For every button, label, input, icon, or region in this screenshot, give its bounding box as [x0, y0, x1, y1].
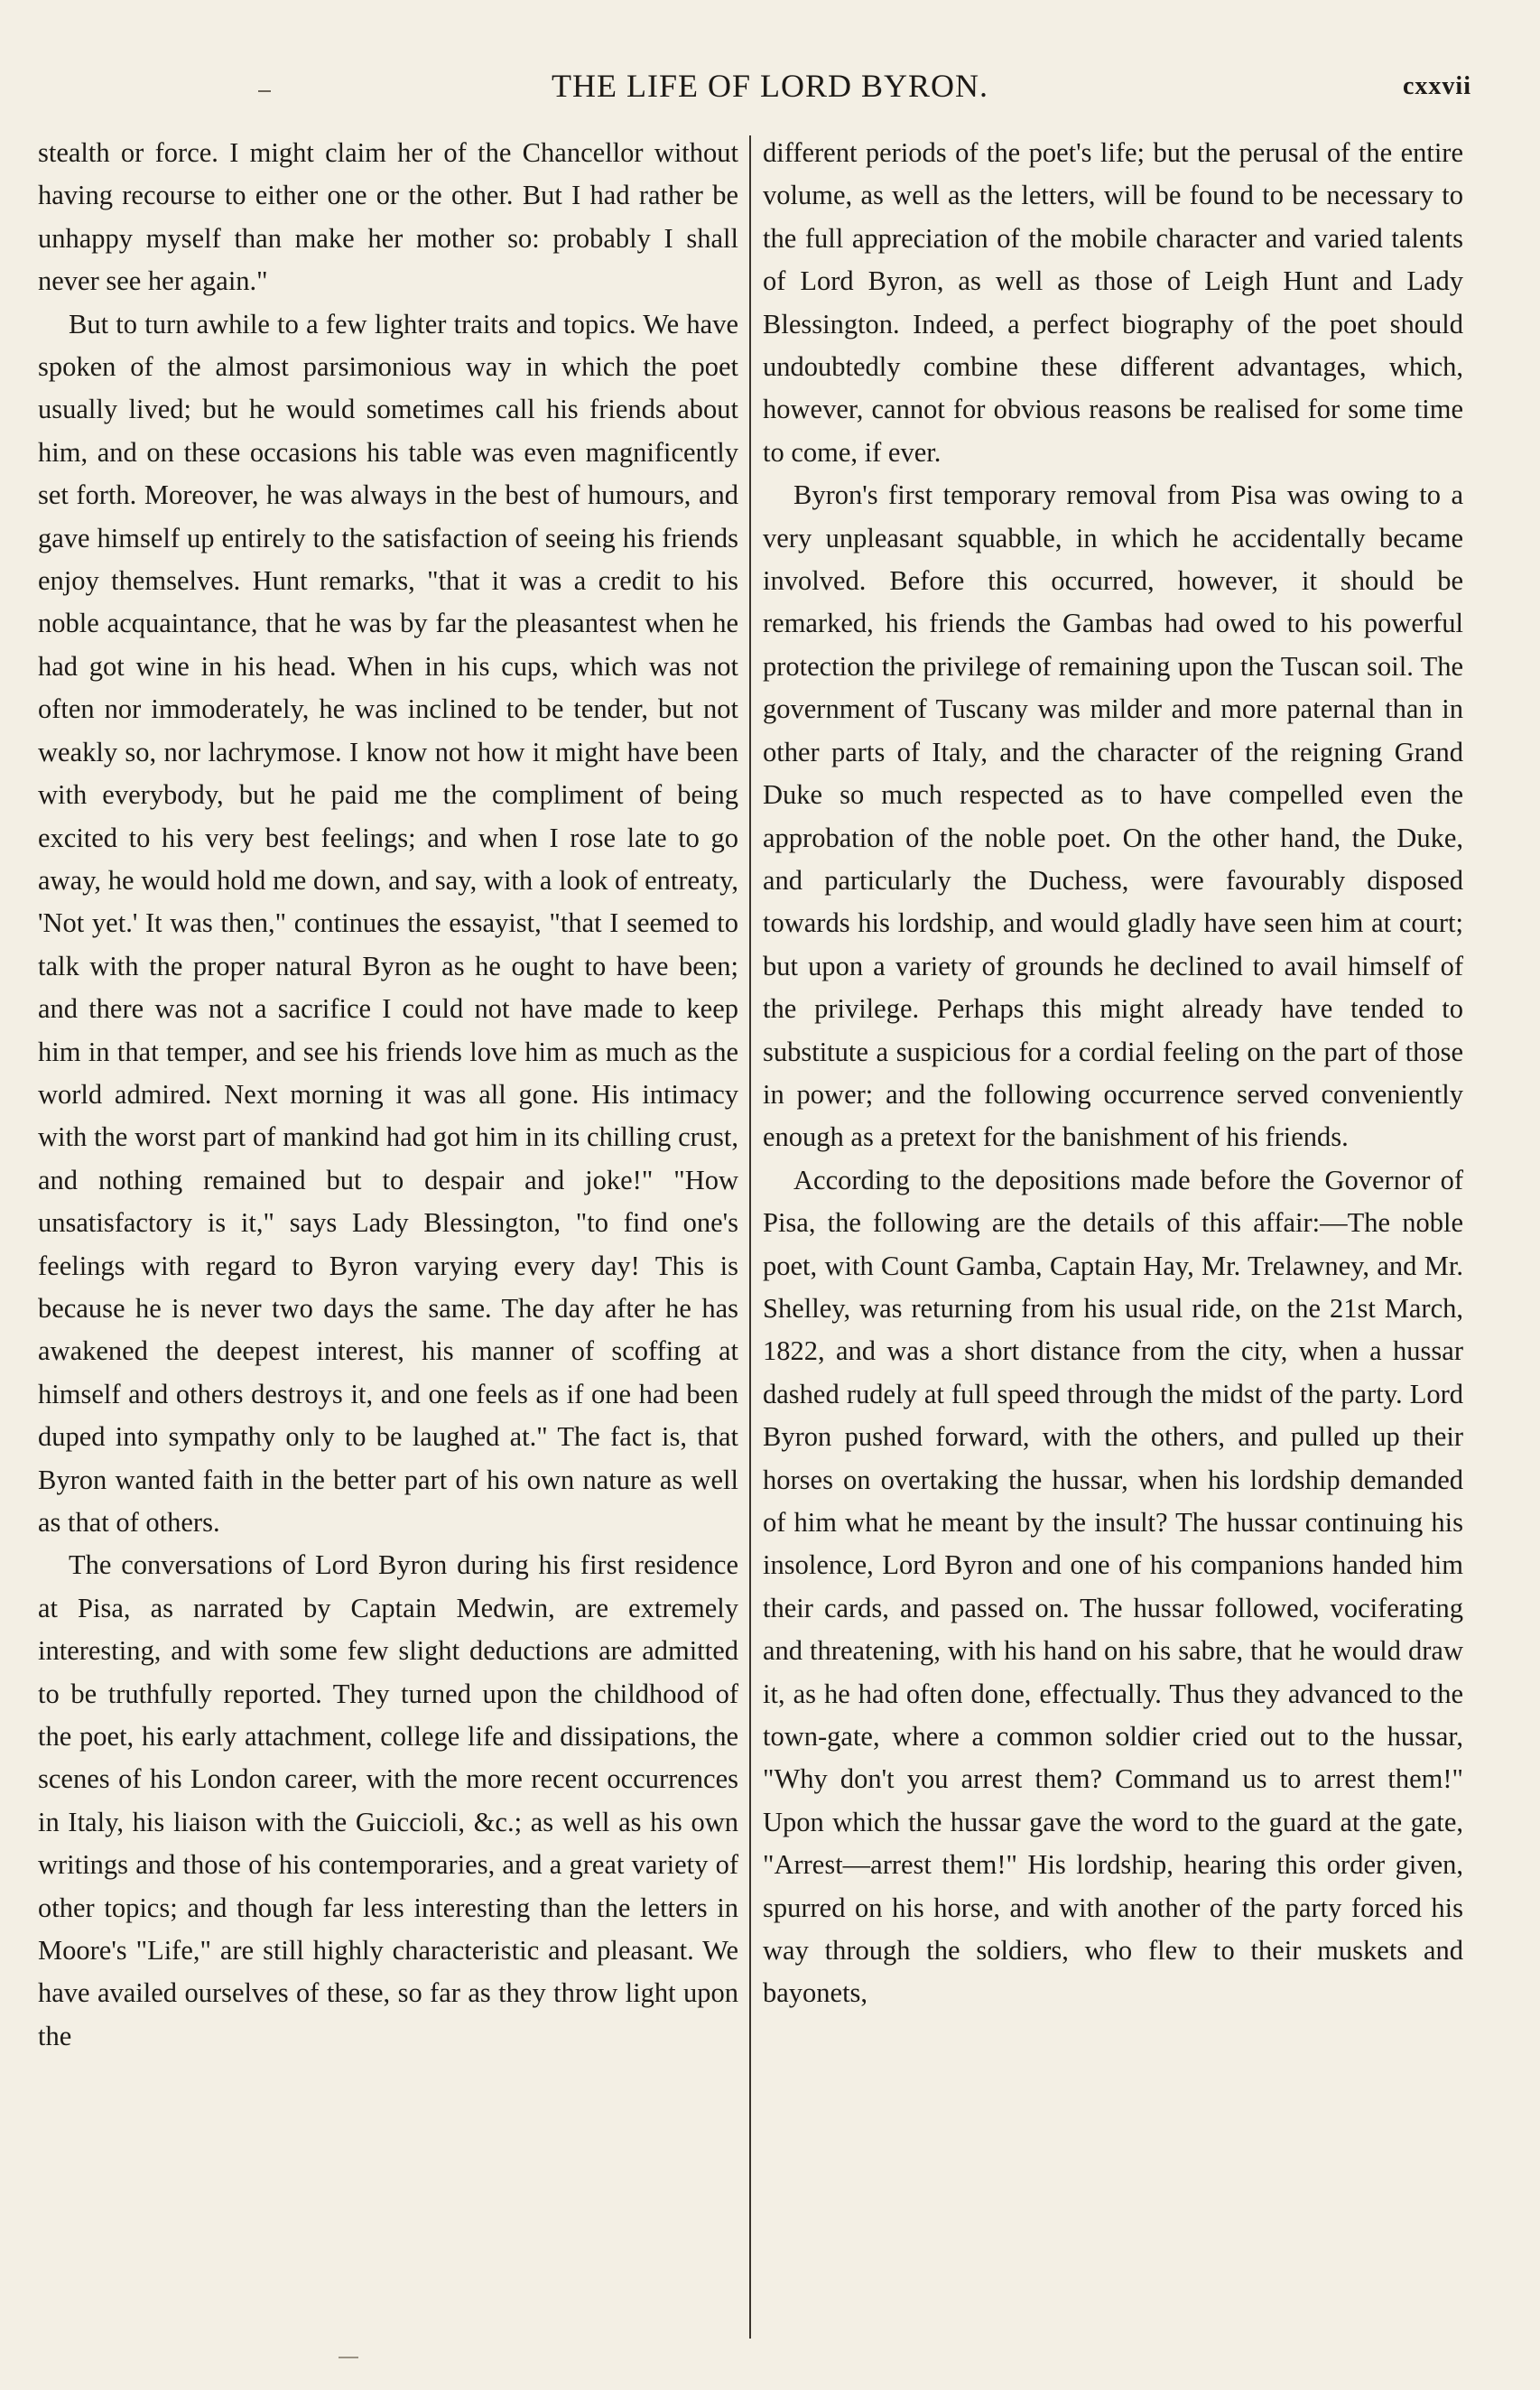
footer-mark — [339, 2357, 358, 2358]
page-number: cxxvii — [1403, 72, 1471, 100]
running-title: THE LIFE OF LORD BYRON. — [551, 68, 988, 104]
left-column — [38, 132, 738, 2326]
right-column — [763, 132, 1463, 2326]
page-header — [0, 67, 1540, 121]
paragraph: different periods of the poet's life; but the perusal of the entire volume, as well as the letters, will be found to be necessary to the full appreciation of the mobile character and varied talents of Lord Byron, as well as those of Leigh Hunt and Lady Blessington. Indeed, a perfect biography of the poet should undoubtedly combine these different advantages, which, however, cannot for obvious reasons be realised for some time to come, if ever. — [763, 137, 1463, 468]
paragraph: stealth or force. I might claim her of the Chancellor without having recourse to either one or the other. But I had rather be unhappy myself than make her mother so: probably I shall never see her again." — [38, 137, 738, 297]
paragraph: Byron's first temporary removal from Pisa was owing to a very unpleasant squabble, in which he accidentally became involved. Before this occurred, however, it should be remarked, his friends the Gambas had owed to his powerful protection the privilege of remaining upon the Tuscan soil. The government of Tuscany was milder and more paternal than in other parts of Italy, and the character of the reigning Grand Duke so much respected as to have compelled even the approbation of the noble poet. On the other hand, the Duke, and particularly the Duchess, were favourably disposed towards his lordship, and would gladly have seen him at court; but upon a variety of grounds he declined to avail himself of the privilege. Perhaps this might already have tended to substitute a suspicious for a cordial feeling on the part of those in power; and the following occurrence served conveniently enough as a pretext for the banishment of his friends. — [763, 479, 1463, 1153]
paragraph: But to turn awhile to a few lighter traits and topics. We have spoken of the almost parsimonious way in which the poet usually lived; but he would sometimes call his friends about him, and on these occasions his table was even magnificently set forth. Moreover, he was always in the best of humours, and gave himself up entirely to the satisfaction of seeing his friends enjoy themselves. Hunt remarks, "that it was a credit to his noble acquaintance, that he was by far the pleasantest when he had got wine in his head. When in his cups, which was not often nor immoderately, he was inclined to be tender, but not weakly so, nor lachrymose. I know not how it might have been with everybody, but he paid me the compliment of being excited to his very best feelings; and when I rose late to go away, he would hold me down, and say, with a look of entreaty, 'Not yet.' It was then," continues the essayist, "that I seemed to talk with the proper natural Byron as he ought to have been; and there was not a sacrifice I could not have made to keep him in that temper, and see his friends love him as much as the world admired. Next morning it was all gone. His intimacy with the worst part of mankind had got him in its chilling crust, and nothing remained but to despair and joke!" "How unsatisfactory is it," says Lady Blessington, "to find one's feelings with regard to Byron varying every day! This is because he is never two days the same. The day after he has awakened the deepest interest, his manner of scoffing at himself and others destroys it, and one feels as if one had been duped into sympathy only to be laughed at." The fact is, that Byron wanted faith in the better part of his own nature as well as that of others. — [38, 308, 738, 1538]
paragraph: The conversations of Lord Byron during his first residence at Pisa, as narrated by Captain Medwin, are extremely interesting, and with some few slight deductions are admitted to be truthfully reported. They turned upon the childhood of the poet, his early attachment, college life and dissipations, the scenes of his London career, with the more recent occurrences in Italy, his liaison with the Guiccioli, &c.; as well as his own writings and those of his contemporaries, and a great variety of other topics; and though far less interesting than the letters in Moore's "Life," are still highly characteristic and pleasant. We have availed ourselves of these, so far as they throw light upon the — [38, 1549, 738, 2051]
column-divider — [749, 135, 751, 2339]
paragraph: According to the depositions made before the Governor of Pisa, the following are the details of this affair:—The noble poet, with Count Gamba, Captain Hay, Mr. Trelawney, and Mr. Shelley, was returning from his usual ride, on the 21st March, 1822, and was a short distance from the city, when a hussar dashed rudely at full speed through the midst of the party. Lord Byron pushed forward, with the others, and pulled up their horses on overtaking the hussar, when his lordship demanded of him what he meant by the insult? The hussar continuing his insolence, Lord Byron and one of his companions handed him their cards, and passed on. The hussar followed, vociferating and threatening, with his hand on his sabre, that he would draw it, as he had often done, effectually. Thus they advanced to the town-gate, where a common soldier cried out to the hussar, "Why don't you arrest them? Command us to arrest them!" Upon which the hussar gave the word to the guard at the gate, "Arrest—arrest them!" His lordship, hearing this order given, spurred on his horse, and with another of the party forced his way through the soldiers, who flew to their muskets and bayonets, — [763, 1164, 1463, 2009]
